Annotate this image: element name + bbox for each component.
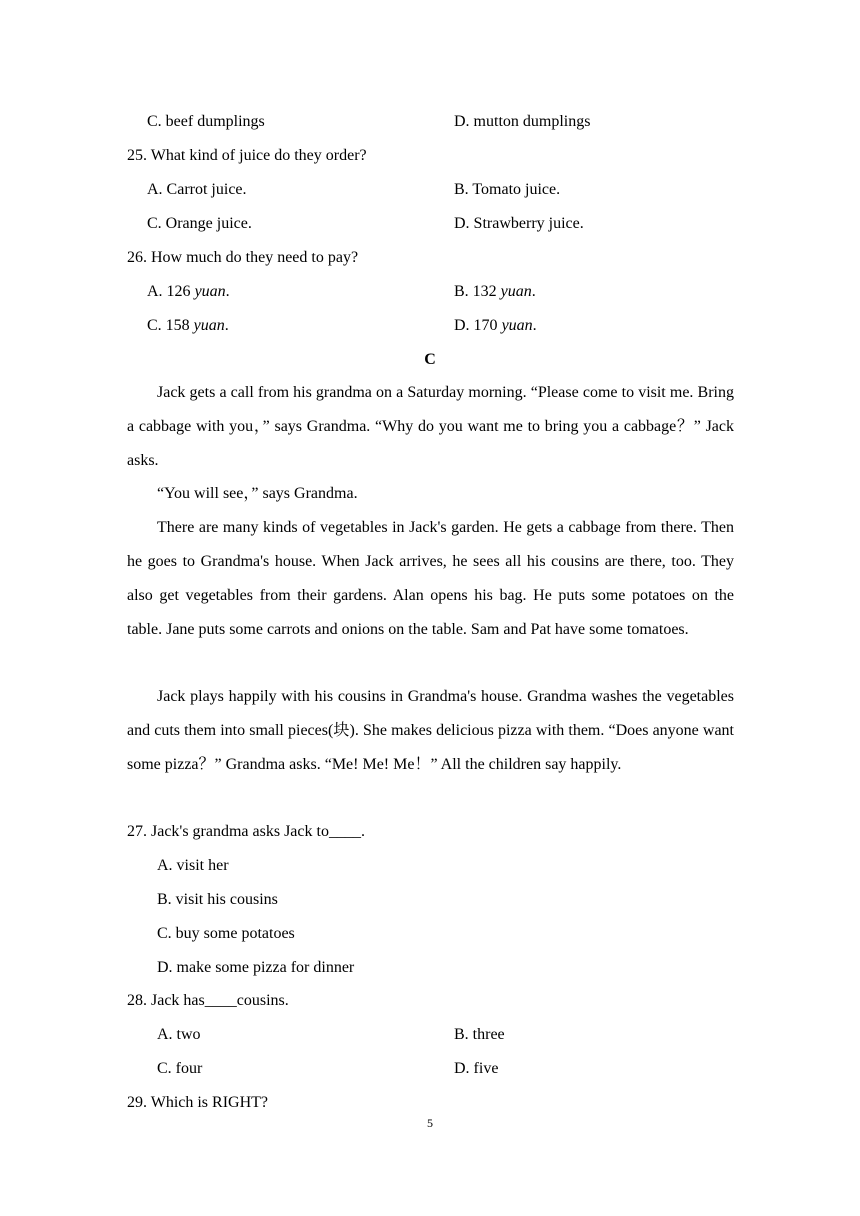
q25-option-a: A. Carrot juice.	[147, 181, 247, 198]
q25-option-b: B. Tomato juice.	[454, 181, 561, 198]
q27-question: 27. Jack's grandma asks Jack to____.	[127, 823, 365, 840]
q24-option-c: C. beef dumplings	[147, 113, 265, 130]
q27-option-b: B. visit his cousins	[157, 891, 278, 908]
q24-option-d: D. mutton dumplings	[454, 113, 591, 130]
section-c-heading: C	[424, 351, 436, 368]
passage-paragraph-3: There are many kinds of vegetables in Jack's garden. He gets a cabbage from there. Then he goes to Grandma's house. When Jack arrives, he sees all his cousins are there, too. They also get vegetables from their gardens. Alan opens his bag. He puts some potatoes on the table. Jane puts some carrots and onions on the table. Sam and Pat have some tomatoes.	[127, 519, 734, 638]
q26-option-c: C. 158 yuan.	[147, 317, 229, 334]
q27-option-a: A. visit her	[157, 857, 229, 874]
q28-option-a: A. two	[157, 1026, 201, 1043]
q28-option-c: C. four	[157, 1060, 203, 1077]
q26-option-b: B. 132 yuan.	[454, 283, 536, 300]
q25-question: 25. What kind of juice do they order?	[127, 147, 367, 164]
q28-option-d: D. five	[454, 1060, 499, 1077]
q28-option-b: B. three	[454, 1026, 505, 1043]
q25-option-d: D. Strawberry juice.	[454, 215, 584, 232]
q26-option-a: A. 126 yuan.	[147, 283, 230, 300]
page-number: 5	[427, 1116, 433, 1130]
passage-paragraph-4: Jack plays happily with his cousins in Grandma's house. Grandma washes the vegetables and cuts them into small pieces(块). She makes delicious pizza with them. “Does anyone want some pizza？” Grandma asks. “Me! Me! Me！” All the children say happily.	[127, 688, 734, 773]
q26-option-d: D. 170 yuan.	[454, 317, 537, 334]
passage-paragraph-1: Jack gets a call from his grandma on a Saturday morning. “Please come to visit me. Bring a cabbage with you，” says Grandma. “Why do you want me to bring you a cabbage？” Jack asks.	[127, 384, 735, 469]
q26-question: 26. How much do they need to pay?	[127, 249, 359, 266]
q27-option-d: D. make some pizza for dinner	[157, 959, 355, 976]
q27-option-c: C. buy some potatoes	[157, 925, 295, 942]
passage-paragraph-2: “You will see，” says Grandma.	[157, 485, 358, 502]
q29-question: 29. Which is RIGHT?	[127, 1094, 269, 1111]
q28-question: 28. Jack has____cousins.	[127, 992, 289, 1009]
q25-option-c: C. Orange juice.	[147, 215, 252, 232]
